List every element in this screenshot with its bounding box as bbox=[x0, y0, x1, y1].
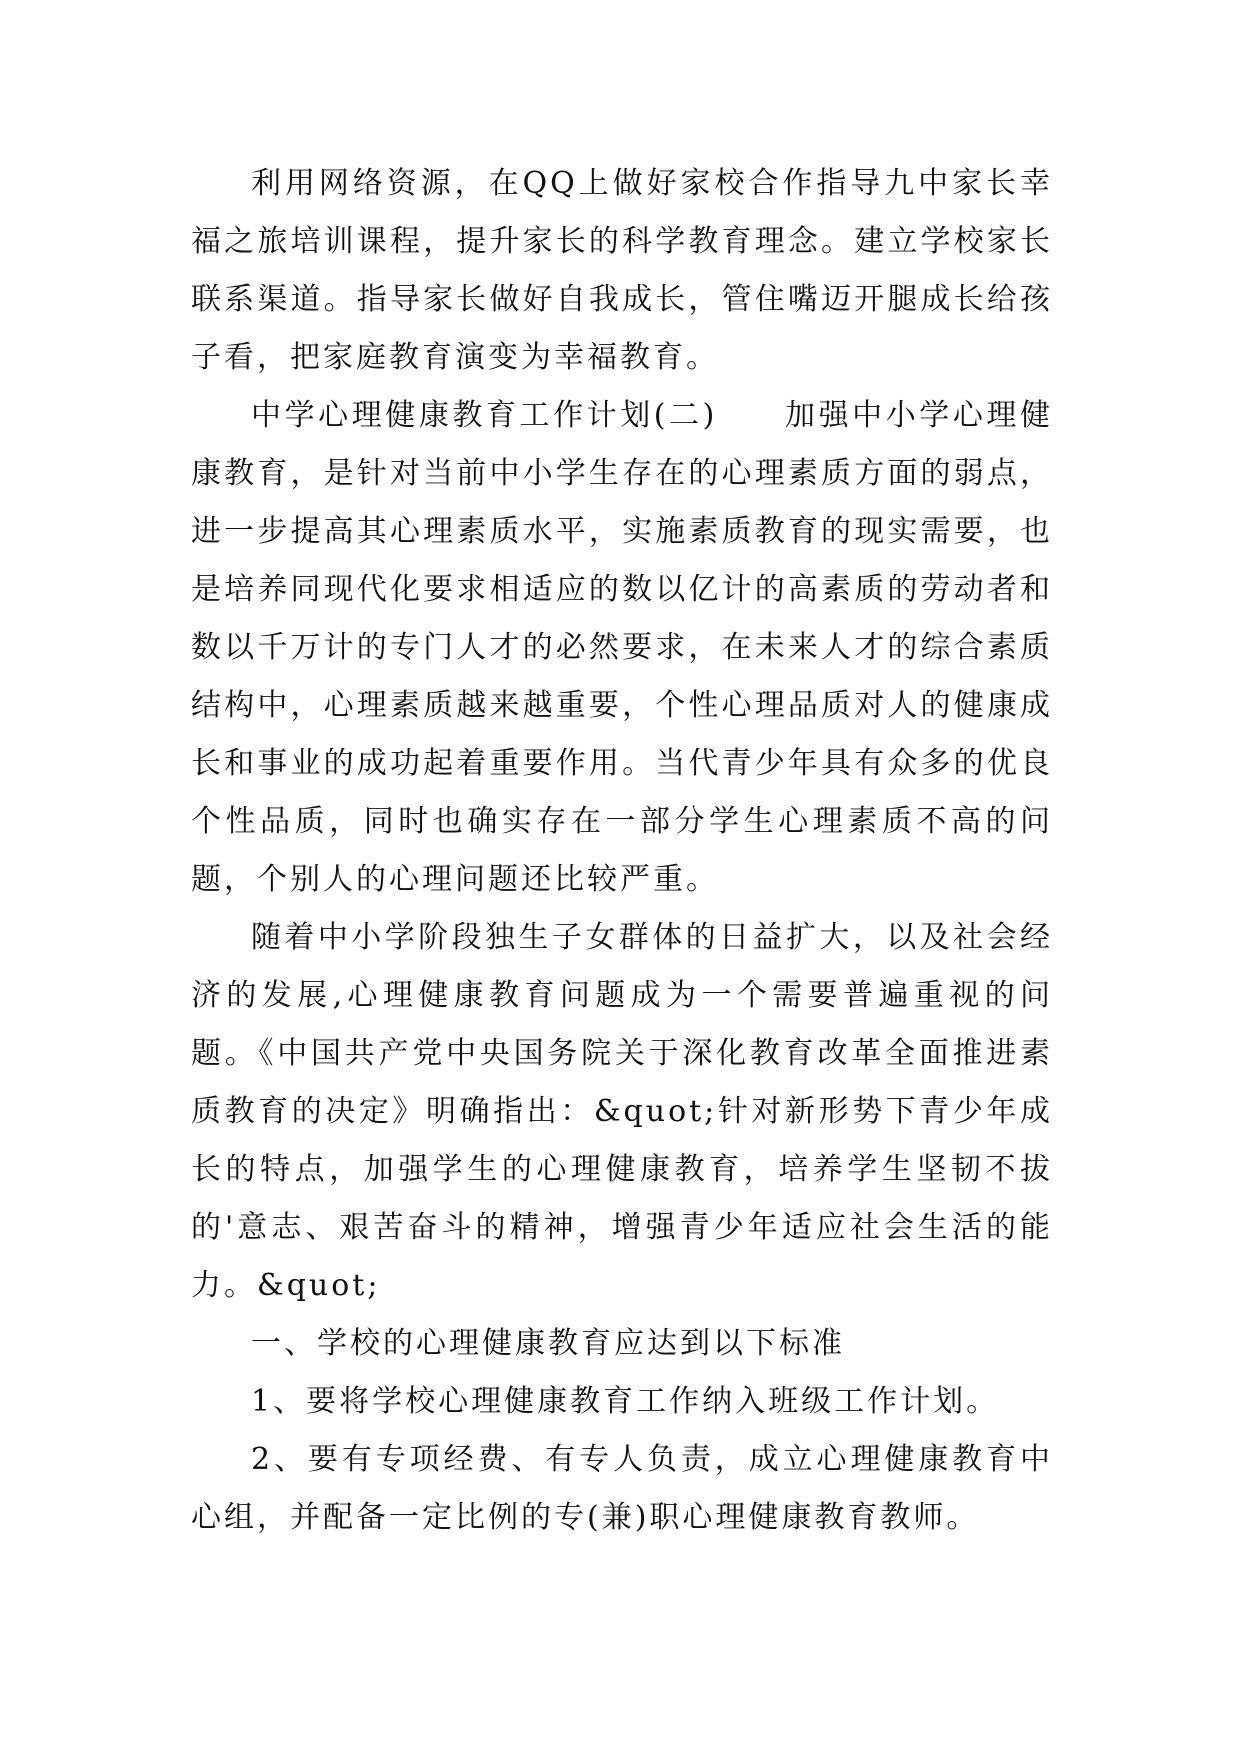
list-item-2: 2、要有专项经费、有专人负责，成立心理健康教育中心组，并配备一定比例的专(兼)职心理健康教育教师。 bbox=[191, 1442, 1053, 1535]
paragraph-plan-two: 中学心理健康教育工作计划(二) 加强中小学心理健康教育，是针对当前中小学生存在的心理素质方面的弱点，进一步提高其心理素质水平，实施素质教育的现实需要，也是培养同现代化要求相适应的数以亿计的高素质的劳动者和数以千万计的专门人才的必然要求，在未来人才的综合素质结构中，心理素质越来越重要，个性心理品质对人的健康成长和事业的成功起着重要作用。当代青少年具有众多的优良个性品质，同时也确实存在一部分学生心理素质不高的问题，个别人的心理问题还比较严重。 bbox=[191, 398, 1053, 897]
paragraph-family-school: 利用网络资源，在QQ上做好家校合作指导九中家长幸福之旅培训课程，提升家长的科学教育理念。建立学校家长联系渠道。指导家长做好自我成长，管住嘴迈开腿成长给孩子看，把家庭教育演变为幸福教育。 bbox=[191, 166, 1053, 375]
list-item-1: 1、要将学校心理健康教育工作纳入班级工作计划。 bbox=[251, 1384, 1000, 1419]
section-heading-standards: 一、学校的心理健康教育应达到以下标准 bbox=[251, 1326, 845, 1361]
paragraph-policy: 随着中小学阶段独生子女群体的日益扩大，以及社会经济的发展,心理健康教育问题成为一个需要普遍重视的问题。《中国共产党中央国务院关于深化教育改革全面推进素质教育的决定》明确指出：&quot;针对新形势下青少年成长的特点，加强学生的心理健康教育，培养学生坚韧不拔的'意志、艰苦奋斗的精神，增强青少年适应社会生活的能力。&quot; bbox=[191, 920, 1053, 1303]
document-body bbox=[191, 155, 1053, 1547]
